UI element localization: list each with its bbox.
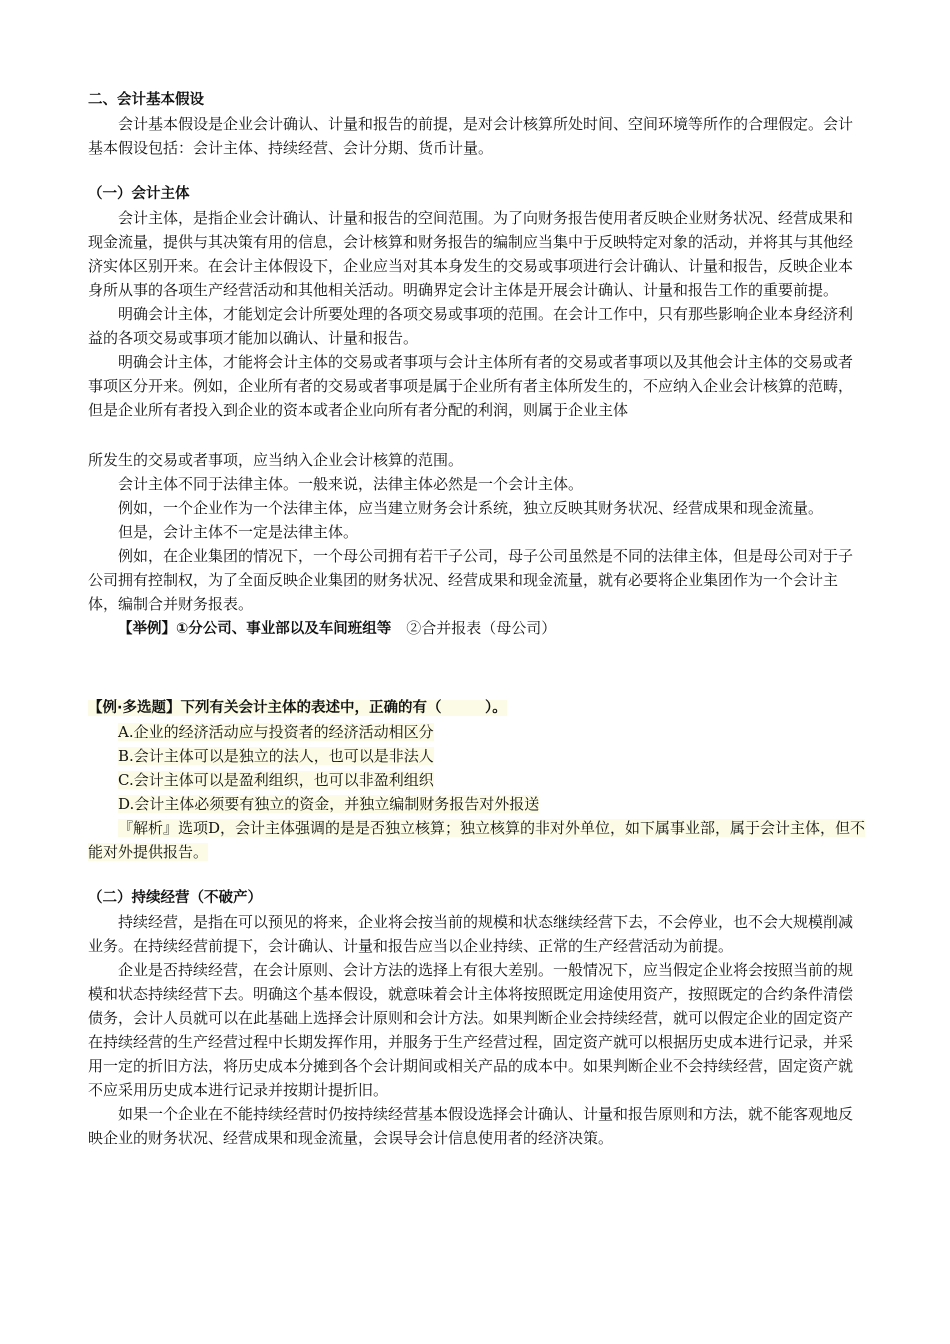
- example-text: ②合并报表（母公司）: [406, 619, 557, 637]
- question-option-a: A.企业的经济活动应与投资者的经济活动相区分: [118, 723, 434, 741]
- paragraph: 会计主体不同于法律主体。一般来说，法律主体必然是一个会计主体。: [118, 475, 584, 493]
- paragraph: 持续经营，是指在可以预见的将来，企业将会按当前的规模和状态继续经营下去，不会停业，也不会大规模削减业务。在持续经营前提下，会计确认、计量和报告应当以企业持续、正常的生产经营活动为前提。: [88, 913, 854, 955]
- question-analysis: 『解析』选项D，会计主体强调的是是否独立核算；独立核算的非对外单位，如下属事业部，属于会计主体，但不能对外提供报告。: [88, 819, 866, 861]
- subsection-heading-going-concern: （二）持续经营（不破产）: [88, 890, 262, 906]
- document-page: [88, 88, 866, 1150]
- question-title: 【例·多选题】下列有关会计主体的表述中，正确的有（ ）。: [88, 700, 507, 716]
- paragraph: 例如，在企业集团的情况下，一个母公司拥有若干子公司，母子公司虽然是不同的法律主体，但是母公司对于子公司拥有控制权，为了全面反映企业集团的财务状况、经营成果和现金流量，就有必要将企业集团作为一个会计主体，编制合并财务报表。: [88, 547, 854, 613]
- paragraph: 如果一个企业在不能持续经营时仍按持续经营基本假设选择会计确认、计量和报告原则和方法，就不能客观地反映企业的财务状况、经营成果和现金流量，会误导会计信息使用者的经济决策。: [88, 1105, 854, 1147]
- paragraph-continued: 所发生的交易或者事项，应当纳入企业会计核算的范围。: [88, 451, 464, 469]
- practice-question: [88, 695, 866, 864]
- section-heading-basic-assumptions: 二、会计基本假设: [88, 92, 204, 108]
- question-option-b: B.会计主体可以是独立的法人，也可以是非法人: [118, 747, 434, 765]
- paragraph: 企业是否持续经营，在会计原则、会计方法的选择上有很大差别。一般情况下，应当假定企业将会按照当前的规模和状态持续经营下去。明确这个基本假设，就意味着会计主体将按照既定用途使用资产，按照既定的合约条件清偿债务，会计人员就可以在此基础上选择会计原则和会计方法。如果判断企业会持续经营，就可以假定企业的固定资产在持续经营的生产经营过程中长期发挥作用，并服务于生产经营过程，固定资产就可以根据历史成本进行记录，并采用一定的折旧方法，将历史成本分摊到各个会计期间或相关产品的成本中。如果判断企业不会持续经营，固定资产就不应采用历史成本进行记录并按期计提折旧。: [88, 961, 854, 1099]
- subsection-heading-accounting-entity: （一）会计主体: [88, 186, 190, 202]
- example-line: [88, 616, 866, 641]
- paragraph: 明确会计主体，才能划定会计所要处理的各项交易或事项的范围。在会计工作中，只有那些影响企业本身经济利益的各项交易或事项才能加以确认、计量和报告。: [88, 305, 854, 347]
- paragraph: 会计主体，是指企业会计确认、计量和报告的空间范围。为了向财务报告使用者反映企业财务状况、经营成果和现金流量，提供与其决策有用的信息，会计核算和财务报告的编制应当集中于反映特定对象的活动，并将其与其他经济实体区别开来。在会计主体假设下，企业应当对其本身发生的交易或事项进行会计确认、计量和报告，反映企业本身所从事的各项生产经营活动和其他相关活动。明确界定会计主体是开展会计确认、计量和报告工作的重要前提。: [88, 209, 854, 299]
- paragraph: 但是，会计主体不一定是法律主体。: [118, 523, 359, 541]
- question-option-c: C.会计主体可以是盈利组织，也可以非盈利组织: [118, 771, 434, 789]
- paragraph: 会计基本假设是企业会计确认、计量和报告的前提，是对会计核算所处时间、空间环境等所作的合理假定。会计基本假设包括：会计主体、持续经营、会计分期、货币计量。: [88, 115, 854, 157]
- example-label: 【举例】①分公司、事业部以及车间班组等: [118, 621, 392, 637]
- paragraph: 例如，一个企业作为一个法律主体，应当建立财务会计系统，独立反映其财务状况、经营成果和现金流量。: [118, 499, 824, 517]
- paragraph: 明确会计主体，才能将会计主体的交易或者事项与会计主体所有者的交易或者事项以及其他会计主体的交易或者事项区分开来。例如，企业所有者的交易或者事项是属于企业所有者主体所发生的，不应纳入企业会计核算的范畴，但是企业所有者投入到企业的资本或者企业向所有者分配的利润，则属于企业主体: [88, 353, 854, 419]
- question-option-d: D.会计主体必须要有独立的资金，并独立编制财务报告对外报送: [118, 795, 540, 813]
